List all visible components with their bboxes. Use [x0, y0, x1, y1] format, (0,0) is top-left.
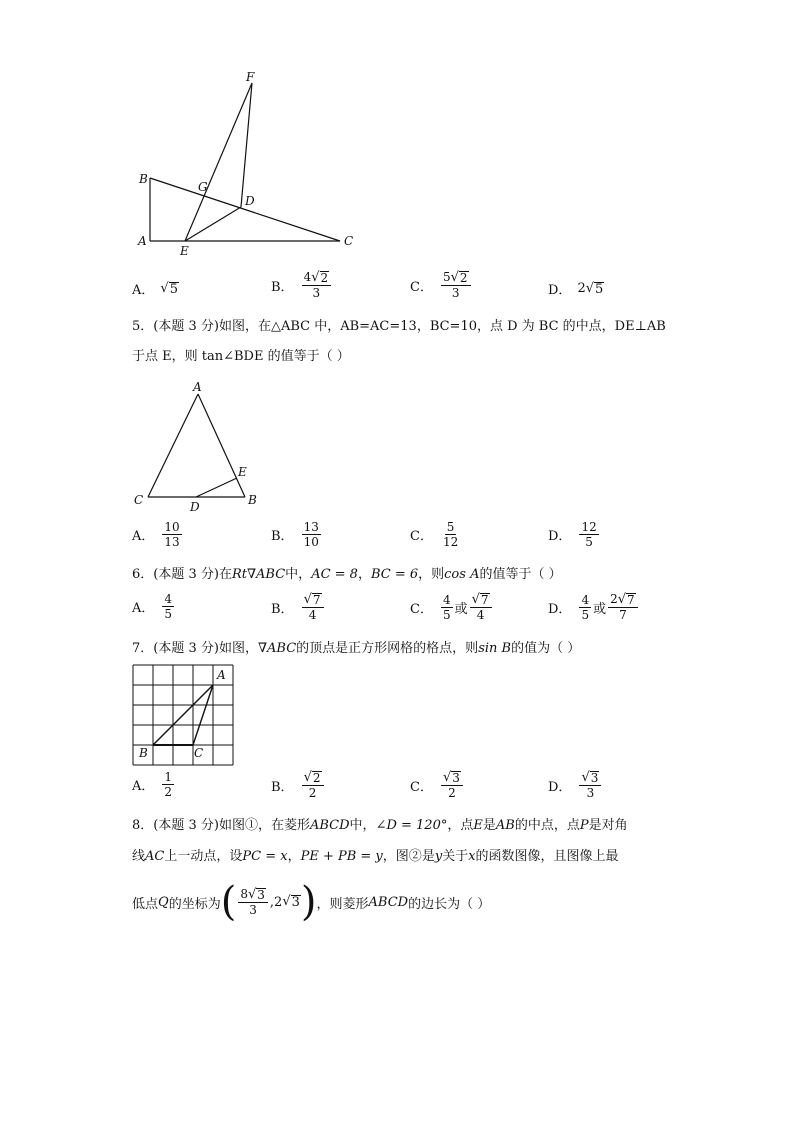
- q8-text-line3: 低点 Q 的坐标为 ( 8 √ 3 3 , 2 √ 3 ) ，则菱形 ABCD 的边长为（ ）: [132, 879, 491, 925]
- q7-option-b[interactable]: B． √ 2 2: [271, 770, 326, 800]
- q6-options: [132, 592, 752, 632]
- q7-option-c[interactable]: C． √ 3 2: [410, 770, 465, 800]
- q4-option-b[interactable]: B． 4 √ 2 3: [271, 270, 333, 300]
- label-b: B: [139, 746, 148, 760]
- label-c: C: [134, 493, 144, 507]
- q8-text-line2: 线AC上一动点，设PC = x，PE + PB = y，图②是y关于x的函数图像，且图像上最: [132, 849, 619, 864]
- q7-options: [132, 770, 752, 810]
- q6-option-d[interactable]: D． $\frac{4}{5}$ 或 2 √ 7 7: [548, 592, 640, 622]
- q6-option-c[interactable]: C． $\frac{4}{5}$ 或 √ 7 4: [410, 592, 494, 622]
- label-b: B: [248, 493, 257, 507]
- q6-text: 6．(本题 3 分)在Rt∇ABC中，AC = 8，BC = 6，则cos A的值等于（ ）: [132, 567, 562, 582]
- label-e: E: [180, 244, 189, 258]
- label-f: F: [246, 70, 255, 84]
- figure-q4: [130, 65, 370, 260]
- q4-option-a[interactable]: A． √ 5: [132, 280, 178, 298]
- figure-q5: [130, 380, 270, 515]
- q5-options: [132, 520, 752, 560]
- q4-option-d[interactable]: D． 2 √ 5: [548, 280, 604, 298]
- label-c: C: [194, 746, 204, 760]
- label-e: E: [238, 465, 247, 479]
- label-a: A: [217, 668, 226, 682]
- q6-option-a[interactable]: A． $\frac{4}{5}$: [132, 592, 173, 621]
- q8-text-line1: 8．(本题 3 分)如图①，在菱形ABCD中，∠D = 120°，点E是AB的中点，点P是对角: [132, 818, 628, 833]
- q7-option-a[interactable]: A． $\frac{1}{2}$: [132, 770, 173, 799]
- label-d: D: [245, 194, 255, 208]
- q5-text-line1: 5．(本题 3 分)如图，在△ABC 中，AB=AC=13，BC=10，点 D 为 BC 的中点，DE⊥AB: [132, 319, 666, 334]
- q4-option-c[interactable]: C． 5 √ 2 3: [410, 270, 473, 300]
- label-a: A: [138, 234, 147, 248]
- q5-option-b[interactable]: B． $\frac{13}{10}$: [271, 520, 319, 549]
- label-a: A: [193, 380, 202, 394]
- q5-text-line2: 于点 E，则 tan∠BDE 的值等于（ ）: [132, 349, 350, 364]
- q5-option-c[interactable]: C． $\frac{5}{12}$: [410, 520, 459, 549]
- q5-option-d[interactable]: D． $\frac{12}{5}$: [548, 520, 597, 549]
- label-c: C: [344, 234, 354, 248]
- q4-options: [132, 270, 752, 310]
- label-d: D: [190, 500, 200, 514]
- q6-option-b[interactable]: B． √ 7 4: [271, 592, 326, 622]
- label-g: G: [198, 180, 208, 194]
- q7-text: 7．(本题 3 分)如图，∇ABC的顶点是正方形网格的格点，则sin B的值为（ ）: [132, 641, 581, 656]
- figure-q7-grid: [132, 664, 234, 766]
- q7-option-d[interactable]: D． √ 3 3: [548, 770, 603, 800]
- label-b: B: [139, 172, 148, 186]
- q5-option-a[interactable]: A． $\frac{10}{13}$: [132, 520, 180, 549]
